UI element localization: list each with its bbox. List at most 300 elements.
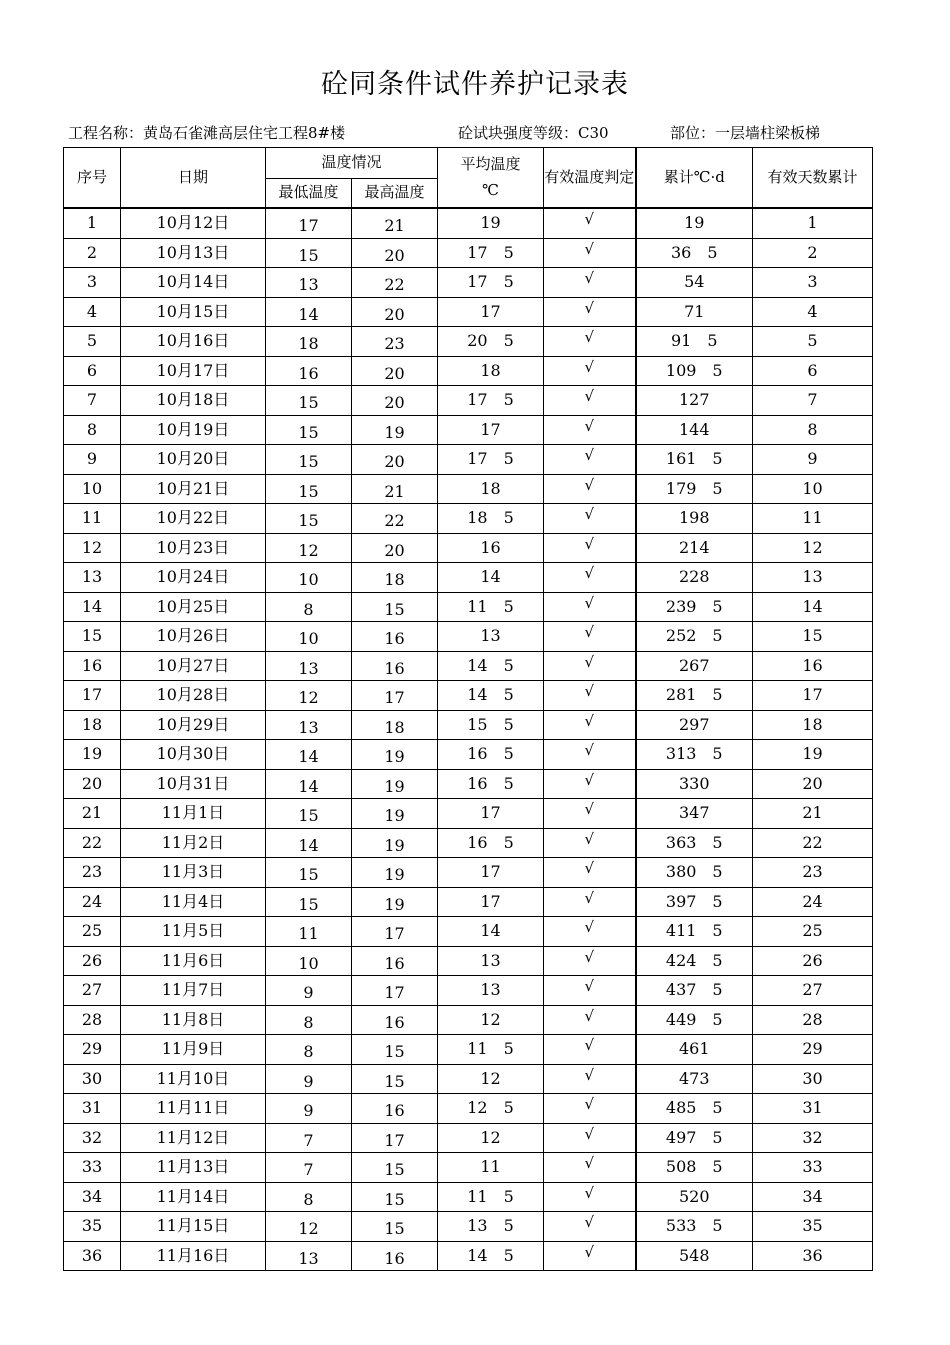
cell-min-temp (266, 563, 352, 593)
table-row (64, 1005, 873, 1035)
checkmark-icon: √ (584, 1006, 595, 1025)
table-row (64, 445, 873, 475)
cell-cumulative (636, 1035, 753, 1065)
cell-max-temp (352, 976, 438, 1006)
cell-min-temp (266, 1005, 352, 1035)
checkmark-icon: √ (584, 652, 595, 671)
cell-max-temp: 20 (384, 304, 405, 324)
table-row (64, 474, 873, 504)
cell-cumulative (636, 327, 753, 357)
cell-seq: 36 (81, 1245, 103, 1265)
cell-max-temp: 19 (384, 422, 405, 442)
cell-date: 11月10日 (156, 1068, 230, 1088)
cell-max-temp: 20 (384, 245, 405, 265)
cell-valid-days (753, 858, 873, 888)
cell-seq (64, 592, 121, 622)
cell-date: 11月5日 (161, 921, 225, 941)
cell-date (121, 563, 266, 593)
cell-seq: 14 (81, 596, 103, 616)
cell-seq (64, 917, 121, 947)
cell-valid-days: 35 (802, 1216, 823, 1236)
cell-avg-temp (438, 268, 544, 298)
cell-valid-days (753, 297, 873, 327)
cell-max-temp (352, 799, 438, 829)
cell-max-temp (352, 681, 438, 711)
checkmark-icon: √ (584, 977, 595, 996)
cell-max-temp (352, 1153, 438, 1183)
cell-valid-days (753, 268, 873, 298)
header-seq: 序号 (64, 148, 121, 209)
cell-cumulative (636, 1182, 753, 1212)
cell-date (121, 445, 266, 475)
cell-cumulative: 109 5 (665, 360, 723, 380)
cell-seq (64, 1094, 121, 1124)
cell-valid-days (753, 386, 873, 416)
cell-seq: 27 (81, 980, 103, 1000)
cell-avg-temp (438, 1064, 544, 1094)
cell-seq (64, 415, 121, 445)
cell-seq (64, 769, 121, 799)
cell-avg-temp (438, 504, 544, 534)
cell-seq (64, 504, 121, 534)
cell-seq (64, 651, 121, 681)
cell-valid-days: 19 (802, 744, 823, 764)
cell-valid-judge (544, 1241, 636, 1271)
cell-max-temp (352, 1064, 438, 1094)
strength-grade: 砼试块强度等级：C30 (458, 124, 609, 142)
cell-valid-days: 36 (802, 1245, 823, 1265)
cell-seq (64, 533, 121, 563)
cell-max-temp: 20 (384, 393, 405, 413)
cell-max-temp (352, 415, 438, 445)
cell-valid-judge (544, 769, 636, 799)
cell-valid-days: 23 (802, 862, 823, 882)
cell-min-temp: 10 (298, 570, 319, 590)
cell-seq: 17 (81, 685, 103, 705)
cell-min-temp: 12 (298, 540, 319, 560)
cell-valid-judge (544, 445, 636, 475)
cell-max-temp (352, 1212, 438, 1242)
cell-min-temp (266, 1123, 352, 1153)
table-row (64, 415, 873, 445)
cell-valid-judge (544, 1035, 636, 1065)
cell-min-temp: 14 (298, 835, 319, 855)
cell-min-temp (266, 1212, 352, 1242)
cell-cumulative: 461 (678, 1039, 710, 1059)
cell-date (121, 799, 266, 829)
cell-date (121, 504, 266, 534)
cell-min-temp (266, 327, 352, 357)
cell-max-temp: 20 (384, 452, 405, 472)
checkmark-icon: √ (584, 1213, 595, 1232)
cell-seq (64, 1153, 121, 1183)
cell-max-temp: 22 (384, 275, 405, 295)
cell-min-temp (266, 1182, 352, 1212)
cell-cumulative (636, 297, 753, 327)
cell-seq (64, 327, 121, 357)
cell-cumulative: 239 5 (665, 596, 723, 616)
cell-cumulative (636, 622, 753, 652)
cell-valid-days (753, 799, 873, 829)
checkmark-icon: √ (584, 741, 595, 760)
cell-avg-temp (438, 1182, 544, 1212)
cell-max-temp (352, 1123, 438, 1153)
cell-cumulative (636, 563, 753, 593)
cell-avg-temp (438, 1094, 544, 1124)
cell-max-temp (352, 504, 438, 534)
cell-avg-temp: 17 (480, 803, 501, 823)
cell-seq: 10 (81, 478, 103, 498)
cell-min-temp: 8 (303, 1012, 314, 1032)
cell-date: 10月22日 (156, 508, 230, 528)
cell-min-temp: 13 (298, 717, 319, 737)
cell-min-temp: 9 (303, 983, 314, 1003)
cell-valid-days: 17 (802, 685, 823, 705)
cell-date (121, 769, 266, 799)
cell-seq: 24 (81, 891, 103, 911)
cell-date (121, 297, 266, 327)
cell-valid-judge (544, 297, 636, 327)
cell-cumulative: 71 (684, 301, 705, 321)
header-date: 日期 (121, 148, 266, 209)
cell-max-temp (352, 356, 438, 386)
table-row (64, 268, 873, 298)
cell-max-temp: 17 (384, 924, 405, 944)
cell-max-temp: 19 (384, 865, 405, 885)
cell-date (121, 622, 266, 652)
cell-date: 10月15日 (156, 301, 230, 321)
cell-cumulative: 144 (678, 419, 710, 439)
table-row (64, 592, 873, 622)
cell-max-temp: 19 (384, 806, 405, 826)
cell-date: 11月2日 (161, 832, 225, 852)
cell-avg-temp: 12 (480, 1127, 501, 1147)
cell-min-temp (266, 297, 352, 327)
cell-cumulative (636, 710, 753, 740)
cell-avg-temp: 14 5 (467, 1245, 514, 1265)
cell-seq: 6 (86, 360, 98, 380)
cell-max-temp: 20 (384, 363, 405, 383)
cell-seq (64, 1123, 121, 1153)
cell-min-temp: 14 (298, 776, 319, 796)
cell-max-temp (352, 474, 438, 504)
cell-seq: 2 (86, 242, 98, 262)
cell-valid-judge (544, 622, 636, 652)
cell-seq: 19 (81, 744, 103, 764)
table-row (64, 740, 873, 770)
cell-max-temp: 22 (384, 511, 405, 531)
cell-date: 10月20日 (156, 449, 230, 469)
cell-cumulative (636, 1094, 753, 1124)
cell-avg-temp: 20 5 (467, 331, 514, 351)
cell-date (121, 1182, 266, 1212)
cell-date (121, 592, 266, 622)
cell-valid-days (753, 828, 873, 858)
cell-avg-temp: 17 (480, 301, 501, 321)
cell-cumulative (636, 1153, 753, 1183)
cell-cumulative: 19 (684, 213, 705, 233)
cell-cumulative (636, 208, 753, 238)
cell-max-temp: 18 (384, 717, 405, 737)
cell-max-temp (352, 238, 438, 268)
cell-avg-temp: 18 (480, 360, 501, 380)
table-row (64, 356, 873, 386)
cell-seq (64, 1212, 121, 1242)
cell-valid-days: 4 (807, 301, 818, 321)
cell-min-temp (266, 681, 352, 711)
cell-valid-days: 3 (807, 272, 818, 292)
cell-seq: 26 (81, 950, 103, 970)
cell-min-temp: 15 (298, 806, 319, 826)
cell-min-temp (266, 651, 352, 681)
cell-min-temp (266, 445, 352, 475)
cell-avg-temp: 14 (480, 921, 501, 941)
cell-date: 11月6日 (161, 950, 225, 970)
cell-date: 11月11日 (156, 1098, 230, 1118)
cell-max-temp (352, 208, 438, 238)
cell-date: 10月12日 (156, 213, 230, 233)
cell-seq: 31 (81, 1098, 103, 1118)
table-row (64, 858, 873, 888)
cell-valid-days: 2 (807, 242, 818, 262)
cell-valid-days: 9 (807, 449, 818, 469)
checkmark-icon: √ (584, 800, 595, 819)
cell-cumulative: 397 5 (665, 891, 723, 911)
cell-valid-days: 13 (802, 567, 823, 587)
cell-min-temp (266, 1153, 352, 1183)
cell-min-temp (266, 415, 352, 445)
table-row (64, 769, 873, 799)
cell-avg-temp: 18 5 (467, 508, 514, 528)
cell-valid-days: 27 (802, 980, 823, 1000)
cell-date: 11月8日 (161, 1009, 225, 1029)
cell-valid-judge (544, 415, 636, 445)
cell-valid-judge (544, 858, 636, 888)
cell-date (121, 710, 266, 740)
checkmark-icon: √ (584, 505, 595, 524)
cell-cumulative (636, 445, 753, 475)
cell-avg-temp: 12 5 (467, 1098, 514, 1118)
checkmark-icon: √ (584, 593, 595, 612)
cell-seq: 34 (81, 1186, 103, 1206)
cell-max-temp: 15 (384, 1160, 405, 1180)
table-row (64, 327, 873, 357)
cell-cumulative: 424 5 (665, 950, 723, 970)
header-cumulative: 累计℃·d (636, 148, 753, 209)
cell-date (121, 533, 266, 563)
cell-valid-days: 34 (802, 1186, 823, 1206)
table-row (64, 917, 873, 947)
cell-min-temp (266, 976, 352, 1006)
cell-max-temp: 21 (384, 216, 405, 236)
cell-avg-temp (438, 681, 544, 711)
table-row (64, 297, 873, 327)
cell-seq (64, 858, 121, 888)
table-row (64, 533, 873, 563)
cell-max-temp: 15 (384, 1219, 405, 1239)
cell-avg-temp (438, 1212, 544, 1242)
cell-min-temp: 15 (298, 393, 319, 413)
project-name: 工程名称：黄岛石雀滩高层住宅工程8#楼 (68, 124, 346, 142)
cell-min-temp: 14 (298, 304, 319, 324)
cell-valid-days: 31 (802, 1098, 823, 1118)
cell-min-temp: 15 (298, 865, 319, 885)
cell-cumulative: 198 (678, 508, 710, 528)
cell-avg-temp (438, 592, 544, 622)
cell-valid-days (753, 533, 873, 563)
cell-seq: 20 (81, 773, 103, 793)
construction-part: 部位：一层墙柱梁板梯 (670, 124, 821, 142)
cell-date: 10月14日 (156, 272, 230, 292)
cell-valid-days (753, 1064, 873, 1094)
cell-avg-temp: 12 (480, 1068, 501, 1088)
cell-date (121, 474, 266, 504)
cell-valid-days (753, 1182, 873, 1212)
cell-date: 10月16日 (156, 331, 230, 351)
cell-max-temp: 16 (384, 953, 405, 973)
table-row (64, 1182, 873, 1212)
cell-date (121, 1064, 266, 1094)
cell-valid-days (753, 592, 873, 622)
cell-avg-temp (438, 386, 544, 416)
table-row (64, 1123, 873, 1153)
cell-avg-temp (438, 917, 544, 947)
cell-max-temp: 19 (384, 747, 405, 767)
cell-max-temp (352, 622, 438, 652)
cell-cumulative (636, 474, 753, 504)
cell-date: 10月27日 (156, 655, 230, 675)
cell-avg-temp (438, 445, 544, 475)
cell-cumulative (636, 799, 753, 829)
checkmark-icon: √ (584, 239, 595, 258)
cell-cumulative (636, 268, 753, 298)
cell-min-temp (266, 740, 352, 770)
cell-valid-days (753, 1153, 873, 1183)
cell-max-temp (352, 268, 438, 298)
cell-date: 10月17日 (156, 360, 230, 380)
cell-date (121, 415, 266, 445)
table-row (64, 1153, 873, 1183)
cell-date: 11月3日 (161, 862, 225, 882)
cell-avg-temp (438, 1123, 544, 1153)
cell-date (121, 828, 266, 858)
cell-valid-days: 16 (802, 655, 823, 675)
checkmark-icon: √ (584, 534, 595, 553)
cell-seq: 33 (81, 1157, 103, 1177)
cell-min-temp (266, 858, 352, 888)
cell-max-temp: 16 (384, 658, 405, 678)
table-row (64, 1241, 873, 1271)
table-row (64, 887, 873, 917)
cell-avg-temp: 16 5 (467, 832, 514, 852)
checkmark-icon: √ (584, 387, 595, 406)
cell-date (121, 386, 266, 416)
cell-valid-judge (544, 946, 636, 976)
cell-seq (64, 1182, 121, 1212)
cell-date: 11月13日 (156, 1157, 230, 1177)
cell-cumulative (636, 976, 753, 1006)
cell-min-temp: 8 (303, 599, 314, 619)
cell-valid-days: 14 (802, 596, 823, 616)
cell-cumulative (636, 238, 753, 268)
cell-avg-temp: 16 (480, 537, 501, 557)
cell-max-temp: 16 (384, 629, 405, 649)
cell-avg-temp (438, 887, 544, 917)
checkmark-icon: √ (584, 1036, 595, 1055)
cell-min-temp (266, 208, 352, 238)
cell-valid-days: 29 (802, 1039, 823, 1059)
cell-valid-days (753, 681, 873, 711)
cell-date (121, 208, 266, 238)
cell-valid-judge (544, 592, 636, 622)
table-row (64, 710, 873, 740)
cell-seq (64, 445, 121, 475)
cell-min-temp (266, 386, 352, 416)
cell-valid-judge (544, 1212, 636, 1242)
cell-min-temp: 9 (303, 1071, 314, 1091)
cell-min-temp (266, 238, 352, 268)
table-row (64, 208, 873, 238)
cell-cumulative: 548 (678, 1245, 710, 1265)
checkmark-icon: √ (584, 1242, 595, 1261)
cell-cumulative (636, 740, 753, 770)
cell-valid-judge (544, 327, 636, 357)
checkmark-icon: √ (584, 210, 595, 229)
checkmark-icon: √ (584, 475, 595, 494)
checkmark-icon: √ (584, 1065, 595, 1084)
cell-valid-days: 24 (802, 891, 823, 911)
cell-valid-judge (544, 710, 636, 740)
cell-avg-temp (438, 622, 544, 652)
cell-min-temp (266, 710, 352, 740)
cell-cumulative: 508 5 (665, 1157, 723, 1177)
cell-date (121, 1035, 266, 1065)
cell-date (121, 976, 266, 1006)
cell-valid-days: 18 (802, 714, 823, 734)
checkmark-icon: √ (584, 682, 595, 701)
cell-valid-days (753, 327, 873, 357)
cell-seq (64, 828, 121, 858)
cell-cumulative (636, 917, 753, 947)
cell-seq (64, 1005, 121, 1035)
cell-seq (64, 976, 121, 1006)
cell-date (121, 1212, 266, 1242)
cell-valid-days (753, 238, 873, 268)
cell-valid-judge (544, 563, 636, 593)
cell-date: 11月15日 (156, 1216, 230, 1236)
cell-date (121, 917, 266, 947)
cell-avg-temp (438, 415, 544, 445)
cell-max-temp (352, 563, 438, 593)
cell-max-temp (352, 533, 438, 563)
cell-valid-days: 11 (802, 508, 823, 528)
cell-date: 10月30日 (156, 744, 230, 764)
checkmark-icon: √ (584, 357, 595, 376)
cell-valid-days (753, 504, 873, 534)
cell-avg-temp (438, 976, 544, 1006)
cell-date (121, 858, 266, 888)
cell-cumulative (636, 769, 753, 799)
checkmark-icon: √ (584, 328, 595, 347)
cell-date (121, 1241, 266, 1271)
cell-seq: 9 (86, 449, 98, 469)
table-row (64, 651, 873, 681)
cell-valid-days (753, 415, 873, 445)
cell-min-temp (266, 504, 352, 534)
cell-seq (64, 1064, 121, 1094)
cell-max-temp (352, 1094, 438, 1124)
cell-cumulative: 252 5 (665, 626, 723, 646)
